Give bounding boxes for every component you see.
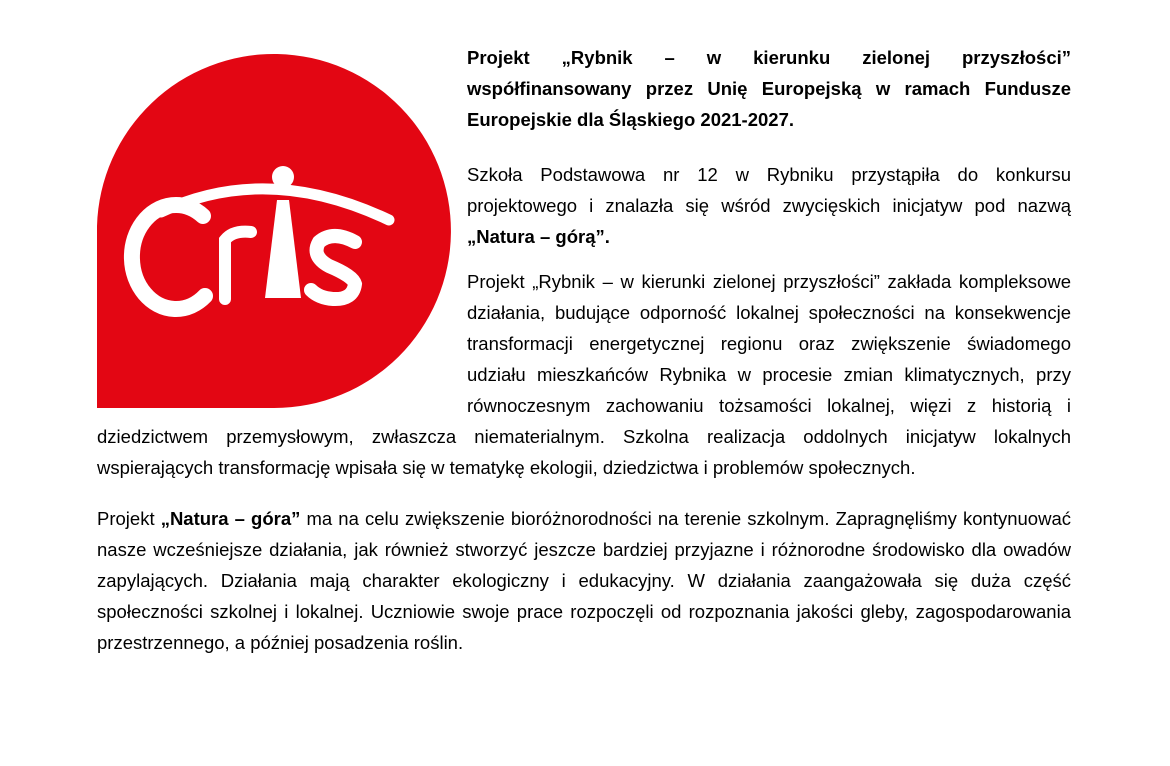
school-text: Szkoła Podstawowa nr 12 w Rybniku przystąpiła do konkursu projektowego i znalazła się wśród zwycięskich inicjatyw pod nazwą: [467, 164, 1071, 216]
natura-project-name: „Natura – góra”: [160, 508, 301, 529]
project-description-text: Projekt „Rybnik – w kierunki zielonej przyszłości” zakłada kompleksowe działania, budujące odporność lokalnej społeczności na konsekwencje transformacji energetycznej regionu oraz zwiększenie świadomego udziału mieszkańców Rybnika w procesie zmian klimatycznych, przy równoczesnym zachowaniu tożsamości lokalnej, więzi z historią i dziedzictwem przemysłowym, zwłaszcza niematerialnym. Szkolna realizacja oddolnych inicjatyw lokalnych wspierających transformację wpisała się w tematykę ekologii, dziedzictwa i problemów społecznych.: [97, 271, 1071, 478]
natura-text-before: Projekt: [97, 508, 161, 529]
cris-logo: [97, 44, 451, 408]
cris-logo-icon: [97, 44, 451, 408]
natura-paragraph: [97, 503, 1071, 658]
school-project-name: „Natura – górą”.: [467, 226, 610, 247]
document-page: [97, 42, 1071, 674]
logo-letter-i-dot: [272, 166, 294, 188]
intro-text: Projekt „Rybnik – w kierunku zielonej przyszłości” współfinansowany przez Unię Europejską w ramach Fundusze Europejskie dla Śląskiego 2021-2027.: [467, 47, 1071, 130]
natura-text-after: ma na celu zwiększenie bioróżnorodności na terenie szkolnym. Zapragnęliśmy kontynuować nasze wcześniejsze działania, jak również stworzyć jeszcze bardziej przyjazne i różnorodne środowisko dla owadów zapylających. Działania mają charakter ekologiczny i edukacyjny. W działania zaangażowała się duża część społeczności szkolnej i lokalnej. Uczniowie swoje prace rozpoczęli od rozpoznania jakości gleby, zagospodarowania przestrzennego, a później posadzenia roślin.: [97, 508, 1071, 653]
